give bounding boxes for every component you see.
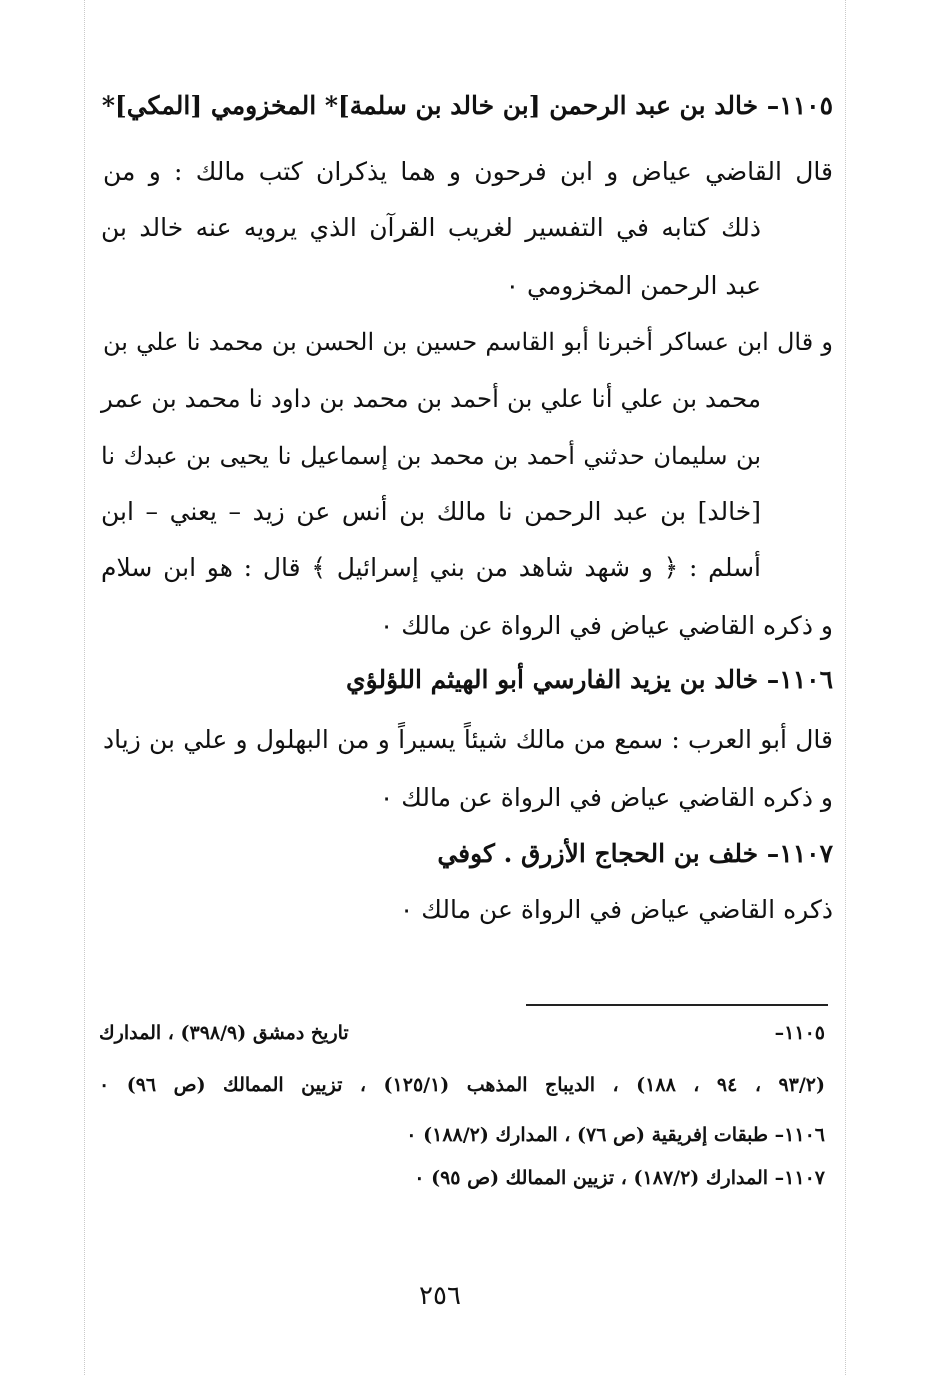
entry-heading-1105: ١١٠٥– خالد بن عبد الرحمن [بن خالد بن سلمة]* المخزومي [المكي]* bbox=[101, 91, 833, 120]
entry-line: [خالد] بن عبد الرحمن نا مالك بن أنس عن زيد – يعني – ابن bbox=[101, 497, 761, 526]
entry-line: ذلك كتابه في التفسير لغريب القرآن الذي يرويه عنه خالد بن bbox=[101, 213, 761, 242]
page-number: ٢٥٦ bbox=[419, 1281, 461, 1311]
footnote-number: ١١٠٦– bbox=[774, 1124, 825, 1146]
footnote-text: طبقات إفريقية (ص ٧٦) ، المدارك (١٨٨/٢) ٠ bbox=[406, 1124, 769, 1146]
footnote-text: المدارك (١٨٧/٢) ، تزيين الممالك (ص ٩٥) ٠ bbox=[414, 1167, 769, 1189]
entry-line: أسلم : ﴿ و شهد شاهد من بني إسرائيل ﴾ قال : هو ابن سلام bbox=[101, 553, 761, 582]
entry-line: و ذكره القاضي عياض في الرواة عن مالك ٠ bbox=[379, 783, 833, 812]
entry-line: و ذكره القاضي عياض في الرواة عن مالك ٠ bbox=[379, 611, 833, 640]
footnote-number: ١١٠٧– bbox=[774, 1167, 825, 1189]
footnote-number: ١١٠٥– bbox=[774, 1022, 825, 1044]
footnote-1107 bbox=[99, 1163, 825, 1193]
entry-line: قال القاضي عياض و ابن فرحون و هما يذكران كتب مالك : و من bbox=[103, 157, 833, 186]
footnote-text: تاريخ دمشق (٣٩٨/٩) ، المدارك bbox=[99, 1022, 349, 1044]
footnote-1106 bbox=[99, 1120, 825, 1150]
footnote-1105 bbox=[99, 1018, 825, 1048]
entry-line: قال أبو العرب : سمع من مالك شيئاً يسيراً و من البهلول و علي بن زياد bbox=[103, 725, 833, 754]
entry-line: محمد بن علي أنا علي بن أحمد بن محمد بن داود نا محمد بن عمر bbox=[101, 384, 761, 413]
footnote-1105-continued: (٩٣/٢ ، ٩٤ ، ١٨٨) ، الديباج المذهب (١٢٥/١) ، تزيين الممالك (ص ٩٦) ٠ bbox=[99, 1074, 825, 1096]
entry-line: بن سليمان حدثني أحمد بن محمد بن إسماعيل نا يحيى بن عبدك نا bbox=[101, 442, 761, 470]
entry-heading-1107: ١١٠٧– خلف بن الحجاج الأزرق . كوفي bbox=[437, 839, 833, 868]
entry-heading-1106: ١١٠٦– خالد بن يزيد الفارسي أبو الهيثم اللؤلؤي bbox=[346, 665, 833, 694]
entry-line: و قال ابن عساكر أخبرنا أبو القاسم حسين بن الحسن بن محمد نا علي بن bbox=[103, 328, 833, 356]
footnote-divider bbox=[526, 1004, 828, 1006]
entry-line: عبد الرحمن المخزومي ٠ bbox=[505, 271, 761, 300]
entry-line: ذكره القاضي عياض في الرواة عن مالك ٠ bbox=[399, 895, 833, 924]
